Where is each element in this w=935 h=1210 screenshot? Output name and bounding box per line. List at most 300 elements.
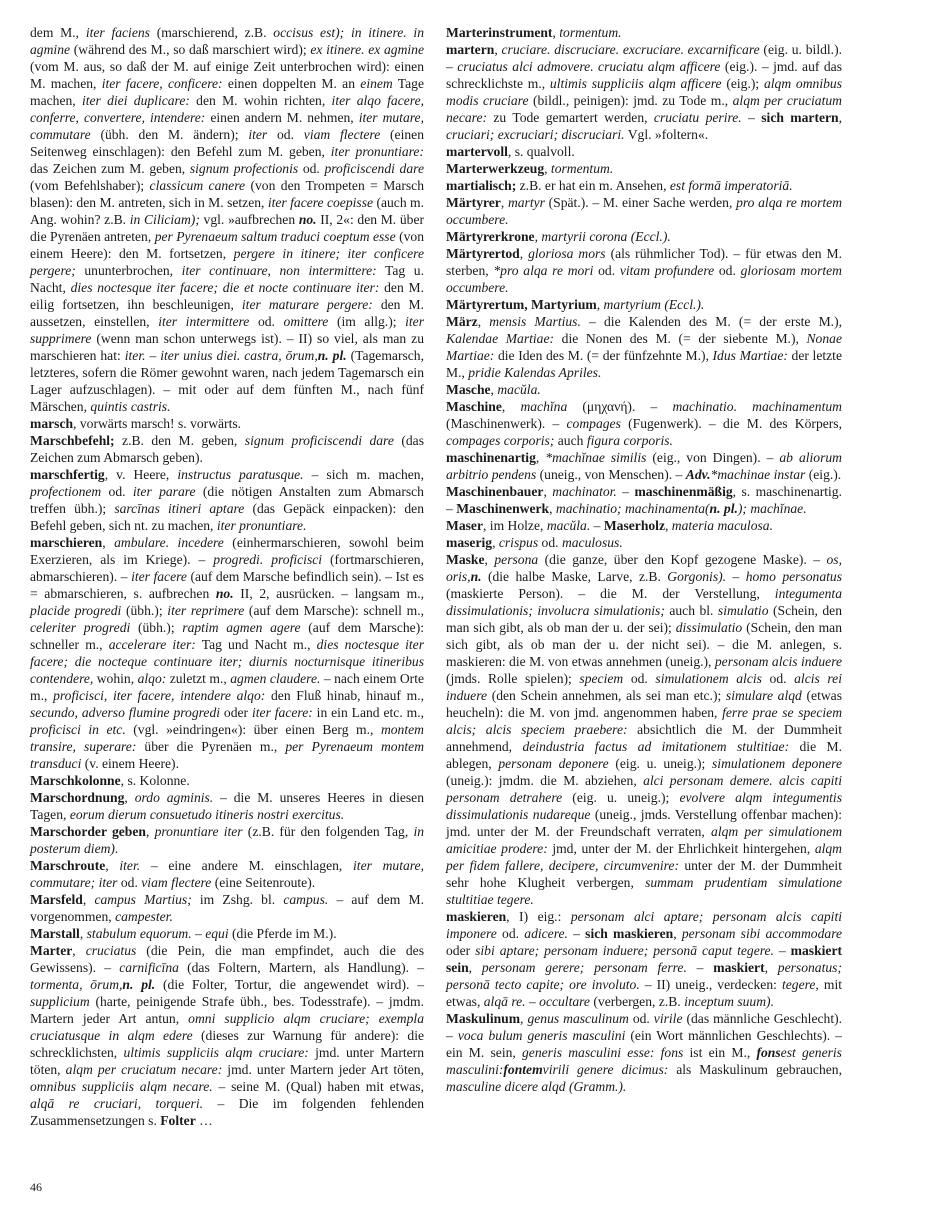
entry-text: (die ganze, über den Kopf gezogene Maske). – [538, 552, 827, 567]
headword-text: maskiert [713, 960, 765, 975]
latin-text: machinatio. machinamentum [672, 399, 842, 414]
latin-text: agmen claudere. [230, 671, 321, 686]
latin-text: ferre prae se speciem alcis; alcis speciem praebere: [446, 705, 843, 737]
headword-text: martern [446, 42, 495, 57]
headword-text: marschieren [30, 535, 103, 550]
entry-text: , [501, 399, 521, 414]
latin-text: personam alcis induere [714, 654, 843, 669]
entry-text: (auch m. Ang. wohin? z.B. [30, 195, 425, 227]
entry-text: jmd. unter Martern töten, [30, 1045, 424, 1077]
entry-text: zu Tode gemartert werden, [487, 110, 654, 125]
latin-text: proficiscendi dare [324, 161, 424, 176]
headword-text: Märtyrerkrone [446, 229, 535, 244]
entry-text: (übh. den M. ändern); [90, 127, 249, 142]
latin-text: signum profectionis [189, 161, 299, 176]
latin-text: per Pyrenaeum saltum traduci coeptum esse [154, 229, 396, 244]
entry-text: II, 2«: den M. über die Pyrenäen antreten, [30, 212, 425, 244]
headword-text: Maserholz [603, 518, 665, 533]
headword-text: maserig [446, 535, 493, 550]
entry-text: , [838, 110, 843, 125]
entry-text: – die M. unseres Heeres in diesen Tagen, [30, 790, 425, 822]
entry-text: Tag und Nacht m., [195, 637, 317, 652]
headword-text: Folter [160, 1113, 196, 1128]
latin-text: profectionem [30, 484, 102, 499]
latin-text: tormentum. [559, 25, 622, 40]
entry-text: (eig., von Dingen). – [646, 450, 780, 465]
headword-text: fons [756, 1045, 781, 1060]
entry-text: (vom Befehlshaber); [30, 178, 150, 193]
latin-text: personatus; personā tecto capite; ore involuto. [446, 960, 842, 992]
entry-text: z.B. er hat ein m. Ansehen, [516, 178, 670, 193]
latin-text: *machinae instar [710, 467, 806, 482]
latin-text: ); [737, 501, 747, 516]
dictionary-entry [30, 534, 424, 772]
entry-text: (eine Seitenroute). [211, 875, 316, 890]
latin-text: simulationem deponere [712, 756, 842, 771]
latin-text: dies noctesque iter facere; die nocteque continuare iter; diurnis nocturnisque itineribus contendere, [30, 637, 425, 686]
latin-text: progredi. proficisci [213, 552, 323, 567]
entry-text: , [764, 960, 778, 975]
entry-text: , [477, 314, 490, 329]
entry-text: od. [761, 671, 795, 686]
entry-text: , [549, 501, 556, 516]
headword-text: Marschroute [30, 858, 106, 873]
latin-text: alci personam demere. alcis capiti personam detrahere [446, 773, 842, 805]
dictionary-entry [446, 517, 842, 534]
latin-text: iter mutare, commutare [30, 110, 424, 142]
dictionary-entry [446, 313, 842, 381]
latin-text: viam flectere [303, 127, 381, 142]
dictionary-entry [30, 891, 424, 925]
entry-text: (eig.). [805, 467, 842, 482]
headword-text: sich martern [761, 110, 839, 125]
headword-text: Märtyrer [446, 195, 501, 210]
entry-text: – [741, 110, 762, 125]
entry-text: vgl. »aufbrechen [199, 212, 299, 227]
entry-text: (eig.); [721, 76, 764, 91]
headword-text: maskiert sein [446, 943, 842, 975]
headword-text: martialisch; [446, 178, 517, 193]
dictionary-entry [30, 857, 424, 891]
latin-text: alqo: [137, 671, 167, 686]
latin-text: maculosus. [561, 535, 623, 550]
latin-text: iter faciens [85, 25, 150, 40]
dictionary-entry [30, 942, 424, 1129]
entry-text: ununterbrochen, [75, 263, 182, 278]
entry-text: (wenn man schon unterwegs ist). – II) so viel, als man zu marschieren hat: [30, 331, 424, 363]
dictionary-entry [446, 908, 842, 1010]
latin-text: ambulare. incedere [114, 535, 224, 550]
entry-text: (fortmarschieren, abmarschieren). – [30, 552, 424, 584]
entry-text: (dieses zur Warnung für andere): die schrecklichsten, [30, 1028, 424, 1060]
latin-text: Idus Martiae: [712, 348, 788, 363]
entry-text: – [616, 484, 635, 499]
entry-text: od. [101, 484, 133, 499]
entry-text: od. [298, 161, 325, 176]
latin-text: pronuntiare iter [154, 824, 243, 839]
entry-text: – [525, 994, 540, 1009]
headword-text: n. pl. [122, 977, 156, 992]
latin-text: ultimis suppliciis alqm cruciare: [123, 1045, 309, 1060]
latin-text: inceptum suum). [684, 994, 774, 1009]
entry-text: – [567, 926, 586, 941]
entry-text: die Iden des M. (= der fünfzehnte M.), [494, 348, 713, 363]
dictionary-entry [446, 381, 842, 398]
latin-text: homo personatus [745, 569, 842, 584]
entry-text: z.B. den M. geben, [114, 433, 245, 448]
dictionary-entry [446, 483, 842, 517]
entry-text: , [82, 892, 95, 907]
entry-text: od. [267, 127, 304, 142]
latin-text: masculine dicere alqd (Gramm.). [446, 1079, 627, 1094]
headword-text: n. pl. [317, 348, 347, 363]
entry-text: – sich m. machen, [303, 467, 424, 482]
entry-text: (marschierend, z.B. [149, 25, 274, 40]
page-number: 46 [30, 1180, 42, 1194]
latin-text: machinatio; machinamenta( [555, 501, 710, 516]
entry-text: (übh.); [130, 620, 183, 635]
entry-text: , [145, 824, 155, 839]
latin-text: einem [360, 76, 393, 91]
entry-text: (das Gepäck einpacken): den Befehl geben, sich nt. zu machen, [30, 501, 424, 533]
headword-text: Marschordnung [30, 790, 125, 805]
dictionary-entry [446, 194, 842, 228]
latin-text: Nonae Martiae: [446, 331, 842, 363]
latin-text: Kalendae Martiae: [446, 331, 555, 346]
headword-text: März [446, 314, 478, 329]
entry-text: , [534, 229, 542, 244]
entry-text: (die nötigen Anstalten zum Abmarsch treffen übh.); [30, 484, 424, 516]
entry-text: , [673, 926, 682, 941]
latin-text: macŭla. [497, 382, 541, 397]
latin-text: machĭnae. [750, 501, 807, 516]
latin-text: alqm per cruciatum necare: [65, 1062, 223, 1077]
latin-text: proficisci, iter facere, intendere alqo: [53, 688, 266, 703]
latin-text: raptim agmen agere [182, 620, 301, 635]
latin-text: iter alqo facere, conferre, convertere, intendere: [30, 93, 425, 125]
headword-text: n. pl. [709, 501, 738, 516]
latin-text: virili genere dicimus: [542, 1062, 669, 1077]
latin-text: martyrium (Eccl.). [603, 297, 705, 312]
entry-text: (vom M. aus, so daß der M. auf einige Zeit unterbrochen wird): einen M. machen, [30, 59, 424, 91]
latin-text: crispus [498, 535, 539, 550]
latin-text: simulare alqd [725, 688, 802, 703]
latin-text: ab aliorum arbitrio pendens [446, 450, 843, 482]
latin-text: personam sibi accommodare [681, 926, 843, 941]
latin-text: ultimis suppliciis alqm afficere [549, 76, 722, 91]
latin-text: campus Martius; [94, 892, 192, 907]
right-column [446, 24, 842, 1095]
entry-text: , [124, 790, 135, 805]
entry-text: (Schein, den man sich gibt, als ob man der u. der nicht sei). – die M. anlegen, s. maskieren: die M. von etwas annehmen (uneig.), [446, 620, 842, 669]
latin-text: iter parare [132, 484, 196, 499]
entry-text: unter der M. der Dummheit sehr hohe Klugheit verbergen, [446, 858, 842, 890]
entry-text: – [773, 943, 791, 958]
latin-text: vitam profundere [619, 263, 715, 278]
latin-text: dies noctesque iter facere; die et nocte continuare iter: [70, 280, 380, 295]
latin-text: iter facere coepisse [267, 195, 374, 210]
entry-text: Vgl. »foltern«. [624, 127, 709, 142]
headword-text: Marschorder geben [30, 824, 146, 839]
latin-text: persona [494, 552, 539, 567]
dictionary-entry [30, 415, 424, 432]
entry-text: wohin, [93, 671, 138, 686]
latin-text: Gorgonis). [667, 569, 727, 584]
latin-text: in Ciliciam); [129, 212, 200, 227]
entry-text: , I) eig.: [506, 909, 571, 924]
latin-text: ordo agminis. [134, 790, 214, 805]
headword-text: n. [470, 569, 482, 584]
latin-text: dissimulatio [675, 620, 743, 635]
latin-text: *pro alqa re mori [493, 263, 594, 278]
dictionary-entry [446, 296, 842, 313]
entry-text: , [543, 484, 553, 499]
latin-text: adicere. [524, 926, 568, 941]
latin-text: pro alqa re mortem occumbere. [446, 195, 843, 227]
entry-text: (maskierte Person). – die M. der Verstellung, [446, 586, 775, 601]
latin-text: iter facere [131, 569, 187, 584]
latin-text: martyrii corona (Eccl.). [541, 229, 671, 244]
dictionary-entry [446, 160, 842, 177]
entry-text: als Maskulinum gebrauchen, [668, 1062, 842, 1077]
latin-text: in posterum diem). [30, 824, 425, 856]
entry-text: (das Zeichen zum Abmarsch geben). [30, 433, 424, 465]
entry-text: Tag u. Nacht, [30, 263, 424, 295]
entry-text: (auf dem Marsche): schnell m., [244, 603, 424, 618]
latin-text: carnificīna [119, 960, 179, 975]
dictionary-entry [30, 432, 424, 466]
entry-text: , [520, 1011, 528, 1026]
entry-text: , [535, 450, 546, 465]
entry-text: (von einem Heere): den M. fortsetzen, [30, 229, 424, 261]
latin-text: virile [653, 1011, 683, 1026]
latin-text: simulationem alcis [655, 671, 762, 686]
latin-text: omnibus suppliciis alqm necare. [30, 1079, 213, 1094]
headword-text: Masche [446, 382, 491, 397]
latin-text: os, oris, [446, 552, 842, 584]
latin-text: generis masculini esse: fons [522, 1045, 684, 1060]
dictionary-entry [446, 398, 842, 449]
latin-text: machĭna [520, 399, 568, 414]
entry-text: den M. eilig fortsetzen, ihn beschleunigen, [30, 280, 424, 312]
latin-text: personam gerere; personam ferre. [481, 960, 687, 975]
dictionary-entry [446, 143, 842, 160]
entry-text: (v. einem Heere). [81, 756, 179, 771]
entry-text: (uneig., jmds. Verstellung offenbar machen): jmd. unter der M. der Freundschaft verraten, [446, 807, 842, 839]
latin-text: accelerare iter: [108, 637, 196, 652]
entry-text: – nach einem Orte m., [30, 671, 425, 703]
headword-text: Marsfeld [30, 892, 83, 907]
latin-text: iter [248, 127, 268, 142]
latin-text: per Pyrenaeum montem transduci [30, 739, 425, 771]
entry-text: auch bl. [664, 603, 718, 618]
latin-text: quintis castris. [90, 399, 171, 414]
latin-text: cruciatus [85, 943, 137, 958]
latin-text: alqm per fidem fallere, decipere, circumvenire: [446, 841, 842, 873]
entry-text: (uneig.): jmdm. die M. abziehen, [446, 773, 644, 788]
latin-text: alqm omnibus modis cruciare [446, 76, 842, 108]
latin-text: integumenta dissimulationis; involucra simulationis; [446, 586, 842, 618]
latin-text: campus. [283, 892, 329, 907]
latin-text: summam prudentiam simulatione stultitiae tegere. [446, 875, 842, 907]
dictionary-entry [30, 466, 424, 534]
latin-text: mensis Martius. [489, 314, 581, 329]
latin-text: *machĭnae similis [545, 450, 647, 465]
headword-text: maschinenartig [446, 450, 536, 465]
headword-text: Adv. [685, 467, 711, 482]
entry-text: (Schein, den man sich gibt, als ob man der u. der sei); [446, 603, 842, 635]
dictionary-entry [30, 24, 424, 415]
latin-text: machinator. [552, 484, 617, 499]
entry-text: zuletzt m., [166, 671, 231, 686]
latin-text: signum proficiscendi dare [244, 433, 394, 448]
entry-text: od. [538, 535, 562, 550]
headword-text: maskieren [446, 909, 507, 924]
entry-text: – [590, 518, 604, 533]
latin-text: ex itinere. ex agmine [310, 42, 424, 57]
latin-text: compages [566, 416, 621, 431]
headword-text: Marschbefehl; [30, 433, 115, 448]
headword-text: maschinenmäßig [634, 484, 733, 499]
latin-text: iter. – iter unius diei. castra, ōrum, [124, 348, 318, 363]
entry-text: (die Pein, die man empfindet, auch die des Gewissens). – [30, 943, 424, 975]
entry-text: (μηχανή). – [567, 399, 673, 414]
headword-text: Marterinstrument [446, 25, 553, 40]
entry-text: od. [117, 875, 142, 890]
dictionary-entry [446, 177, 842, 194]
entry-text: od. [628, 1011, 654, 1026]
entry-text: (während des M., so daß marschiert wird); [70, 42, 311, 57]
latin-text: martyr [507, 195, 545, 210]
left-column [30, 24, 424, 1129]
entry-text: (verbergen, z.B. [589, 994, 685, 1009]
latin-text: iter diei duplicare: [81, 93, 190, 108]
latin-text: gloriosam mortem occumbere. [446, 263, 842, 295]
latin-text: iter supprimere [30, 314, 424, 346]
entry-text: dem M., [30, 25, 86, 40]
entry-text: den M. aussetzen, einstellen, [30, 297, 424, 329]
entry-text: , s. qualvoll. [507, 144, 575, 159]
dictionary-entry [30, 823, 424, 857]
entry-text: , s. maschinenartig. – [446, 484, 843, 516]
latin-text: speciem [579, 671, 624, 686]
latin-text: cruciatu perire. [653, 110, 742, 125]
entry-text: , im Holze, [483, 518, 547, 533]
entry-text: – auf dem M. vorgenommen, [30, 892, 425, 924]
dictionary-entry [446, 245, 842, 296]
dictionary-entry [446, 551, 842, 908]
entry-text: , [544, 161, 551, 176]
entry-text: , [519, 246, 529, 261]
entry-text: , [664, 518, 672, 533]
latin-text: pergere in itinere; iter conficere pergere; [30, 246, 424, 278]
latin-text: celeriter progredi [30, 620, 131, 635]
latin-text: sarcīnas itineri aptare [114, 501, 245, 516]
latin-text: macŭla. [546, 518, 591, 533]
dictionary-entry [30, 925, 424, 942]
dictionary-entry [446, 449, 842, 483]
entry-text: (Maschinenwerk). – [446, 416, 567, 431]
latin-text: personam deponere [498, 756, 609, 771]
dictionary-entry [30, 772, 424, 789]
latin-text: materia maculosa. [671, 518, 773, 533]
entry-text: – eine andere M. einschlagen, [140, 858, 354, 873]
latin-text: iter mutare, commutare; iter [30, 858, 424, 890]
entry-text: – [686, 960, 714, 975]
latin-text: tormenta, ōrum, [30, 977, 123, 992]
entry-text: einen doppelten M. an [222, 76, 361, 91]
entry-text: den M. wohin richten, [189, 93, 332, 108]
latin-text: secundo, adverso flumine progredi [30, 705, 221, 720]
headword-text: Märtyrertum, Martyrium [446, 297, 597, 312]
latin-text: iter maturare pergere: [241, 297, 373, 312]
dictionary-entry [446, 1010, 842, 1095]
entry-text: (vgl. »eindringen«): über einen Berg m., [125, 722, 381, 737]
headword-text: no. [298, 212, 317, 227]
entry-text: (den Schein annehmen, als sei man etc.); [487, 688, 726, 703]
latin-text: figura corporis. [586, 433, 673, 448]
latin-text: omni supplicio alqm cruciare; exempla cruciatusque in alqm edere [30, 1011, 424, 1043]
headword-text: marschfertig [30, 467, 105, 482]
headword-text: Marterwerkzeug [446, 161, 545, 176]
entry-text: auch [554, 433, 587, 448]
latin-text: viam flectere [141, 875, 212, 890]
entry-text: der letzte M., [446, 348, 842, 380]
entry-text: , [72, 943, 86, 958]
headword-text: Maschine [446, 399, 502, 414]
entry-text: od. [249, 314, 284, 329]
latin-text: placide progredi [30, 603, 122, 618]
latin-text: sibi aptare; personam induere; personā caput tegere. [475, 943, 774, 958]
entry-text: , [102, 535, 115, 550]
entry-text: , [500, 195, 508, 210]
entry-text: (das männliche Geschlecht). – [446, 1011, 843, 1043]
latin-text: gloriosa mors [528, 246, 606, 261]
latin-text: iter. [119, 858, 141, 873]
headword-text: Marter [30, 943, 73, 958]
latin-text: cruciari; excruciari; discruciari. [446, 127, 625, 142]
entry-text: – [726, 569, 746, 584]
entry-text: – seine M. (Qual) haben mit etwas, [212, 1079, 424, 1094]
latin-text: alqā re. [483, 994, 526, 1009]
entry-text: (auf dem Marsche): schneller m., [30, 620, 424, 652]
latin-text: campester. [115, 909, 173, 924]
entry-text: jmd. unter Martern jeder Art töten, [222, 1062, 424, 1077]
entry-text: im Zshg. bl. [191, 892, 284, 907]
headword-text: Maske [446, 552, 485, 567]
entry-text: (bildl., peinigen): jmd. zu Tode m., [528, 93, 733, 108]
headword-text: Maschinenwerk [456, 501, 550, 516]
entry-text: od. [496, 926, 525, 941]
headword-text: Marschkolonne [30, 773, 121, 788]
latin-text: iter intermittere [158, 314, 250, 329]
latin-text: alcis rei induere [446, 671, 842, 703]
entry-text: (von den Trompeten = Marsch blasen): den M. antreten, sich in M. setzen, [30, 178, 424, 210]
latin-text: instructus paratusque. [177, 467, 304, 482]
latin-text: est generis masculini: [446, 1045, 842, 1077]
latin-text: alqm per cruciatum necare: [446, 93, 842, 125]
entry-text: (die Folter, Tortur, die angewendet wird). – [155, 977, 424, 992]
latin-text: genus masculinum [527, 1011, 629, 1026]
entry-text: (eig. u. uneig.); [562, 790, 680, 805]
entry-text: II, 2, ausrücken. – langsam m., [233, 586, 424, 601]
entry-text: , v. Heere, [104, 467, 178, 482]
latin-text: compages corporis; [446, 433, 555, 448]
latin-text: cruciatus alci admovere. cruciatu alqm afficere [457, 59, 721, 74]
latin-text: tegere, [781, 977, 819, 992]
entry-text: in ein Land etc. m., [312, 705, 424, 720]
latin-text: iter reprimere [167, 603, 245, 618]
